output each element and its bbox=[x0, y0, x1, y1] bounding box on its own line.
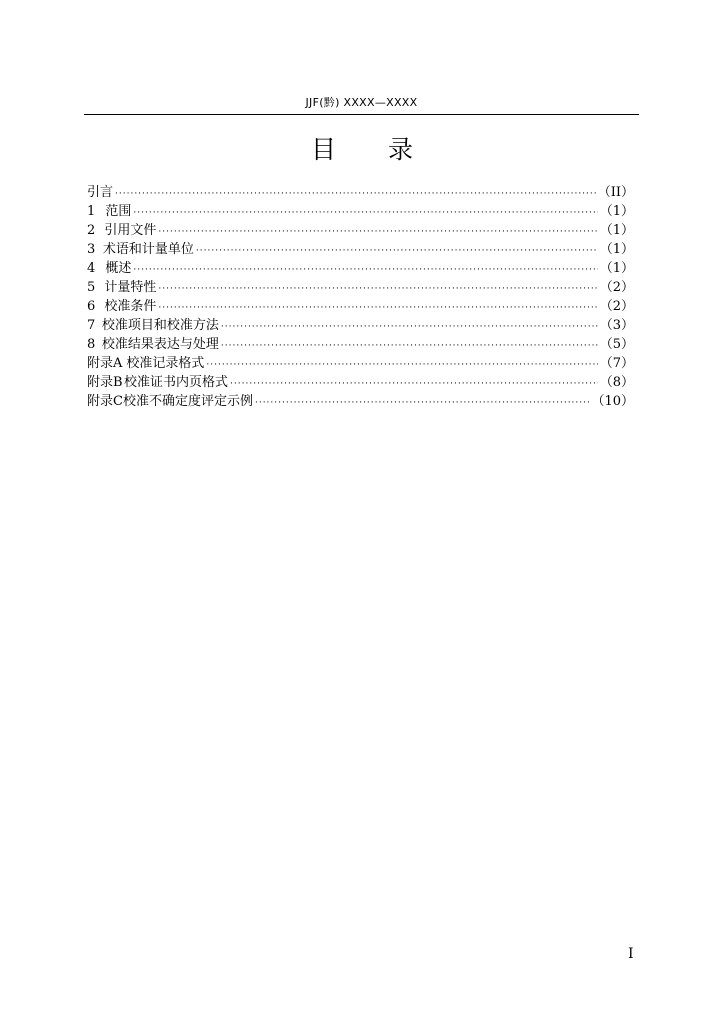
dot-leader bbox=[196, 242, 598, 261]
toc-entry-label: 校准不确定度评定示例 bbox=[122, 394, 253, 409]
running-header: JJF(黔) XXXX—XXXX bbox=[84, 92, 639, 115]
toc-entry-label: 范围 bbox=[105, 204, 132, 219]
dot-leader bbox=[158, 299, 597, 318]
toc-entry-label: 计量特性 bbox=[104, 280, 157, 295]
dot-leader bbox=[221, 337, 598, 356]
toc-entry-3[interactable] bbox=[87, 240, 634, 259]
toc-entry-label: 校准结果表达与处理 bbox=[101, 337, 219, 352]
toc-entry-number: 8 bbox=[87, 337, 96, 352]
toc-entry-page: （2） bbox=[599, 280, 634, 295]
toc-entry-label: 校准项目和校准方法 bbox=[101, 318, 219, 333]
toc-entry-page: （1） bbox=[599, 261, 634, 276]
toc-entry-1[interactable] bbox=[87, 202, 634, 221]
toc-entry-label: 引言 bbox=[87, 185, 114, 200]
toc-entry-page: （II） bbox=[597, 185, 634, 200]
toc-entry-label: 概述 bbox=[105, 261, 132, 276]
page-title bbox=[0, 133, 724, 167]
toc-entry-label: 校准证书内页格式 bbox=[124, 375, 229, 390]
toc-entry-page: （7） bbox=[599, 356, 634, 371]
title-char-2: 录 bbox=[388, 135, 414, 164]
dot-leader bbox=[206, 356, 597, 375]
toc-entry-6[interactable] bbox=[87, 297, 634, 316]
dot-leader bbox=[133, 261, 597, 280]
toc-entry-label: 校准条件 bbox=[104, 299, 157, 314]
toc-entry-4[interactable] bbox=[87, 259, 634, 278]
toc-entry-page: （5） bbox=[599, 337, 634, 352]
toc-entry-foreword[interactable] bbox=[87, 183, 634, 202]
toc-entry-number: 2 bbox=[87, 223, 96, 238]
toc-entry-appendix-a[interactable] bbox=[87, 354, 634, 373]
toc-entry-page: （1） bbox=[599, 204, 634, 219]
toc-entry-number: 附录A bbox=[87, 356, 123, 371]
toc-entry-appendix-c[interactable] bbox=[87, 392, 634, 411]
dot-leader bbox=[255, 394, 589, 413]
toc-entry-label: 引用文件 bbox=[104, 223, 157, 238]
toc-entry-page: （2） bbox=[599, 299, 634, 314]
toc-entry-number: 附录C bbox=[87, 394, 123, 409]
toc-entry-page: （1） bbox=[599, 223, 634, 238]
toc-entry-page: （1） bbox=[599, 242, 634, 257]
toc-entry-2[interactable] bbox=[87, 221, 634, 240]
toc-entry-label: 术语和计量单位 bbox=[102, 242, 194, 257]
toc-entry-page: （8） bbox=[599, 375, 634, 390]
toc-entry-number: 7 bbox=[87, 318, 96, 333]
toc-entry-page: （10） bbox=[591, 394, 634, 409]
toc-entry-label: 校准记录格式 bbox=[126, 356, 205, 371]
toc-entry-number: 6 bbox=[87, 299, 96, 314]
toc-entry-number: 5 bbox=[87, 280, 96, 295]
toc-entry-page: （3） bbox=[599, 318, 634, 333]
table-of-contents bbox=[87, 183, 634, 411]
dot-leader bbox=[221, 318, 598, 337]
title-char-1: 目 bbox=[310, 135, 336, 164]
page-number: I bbox=[628, 946, 634, 962]
toc-entry-appendix-b[interactable] bbox=[87, 373, 634, 392]
dot-leader bbox=[133, 204, 597, 223]
toc-entry-5[interactable] bbox=[87, 278, 634, 297]
toc-entry-number: 附录B bbox=[87, 375, 123, 390]
toc-entry-7[interactable] bbox=[87, 316, 634, 335]
toc-entry-number: 1 bbox=[87, 204, 96, 219]
dot-leader bbox=[115, 185, 596, 204]
dot-leader bbox=[158, 223, 597, 242]
toc-entry-8[interactable] bbox=[87, 335, 634, 354]
toc-entry-number: 4 bbox=[87, 261, 96, 276]
toc-entry-number: 3 bbox=[87, 242, 96, 257]
dot-leader bbox=[158, 280, 597, 299]
dot-leader bbox=[230, 375, 598, 394]
